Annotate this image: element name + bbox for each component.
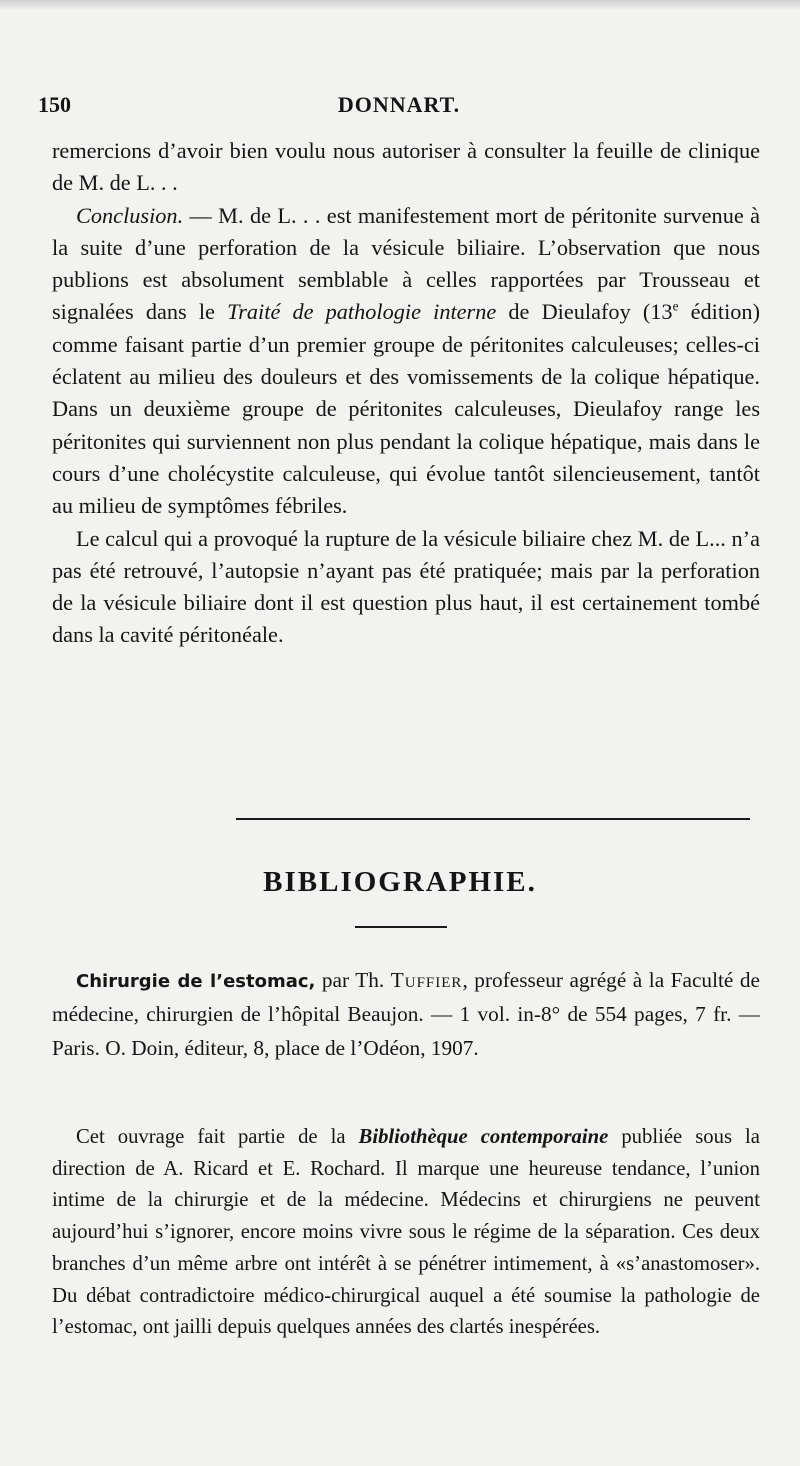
heading-underline [355,926,447,928]
bibliography-entry [52,964,760,1065]
page-number: 150 [38,92,71,117]
book-title-traite: Traité de pathologie interne [227,299,497,325]
page-header [38,92,760,122]
entry-details: , professeur agrégé à la Faculté de médecine, chirurgien de l’hôpital Beaujon. — 1 vol. in-8° de 554 pages, 7 fr. — Paris. O. Doin, éditeur, 8, place de l’Odéon, 1907. [52,968,760,1060]
edition-superscript: e [672,299,679,315]
review-text-b: publiée sous la direction de A. Ricard et E. Rochard. Il marque une heureuse tendance, l’union intime de la chirurgie et de la médecine. Médecins et chirurgiens ne peuvent aujourd’hui s’ignorer, encore moins vivre sous le régime de la séparation. Ces deux branches d’un même arbre ont intérêt à se pénétrer intimement, à «s’anastomoser». Du débat contradictoire médico-chirurgical auquel a été soumise la pathologie de l’estomac, ont jailli depuis quelques années des clartés inespérées. [52,1126,760,1339]
entry-book-title: Chirurgie de l’estomac, [76,971,316,992]
paragraph-calcul: Le calcul qui a provoqué la rupture de la vésicule biliaire chez M. de L... n’a pas été retrouvé, l’autopsie n’ayant pas été pratiquée; mais par la perforation de la vésicule biliaire dont il est question plus haut, il est certainement tombé dans la cavité péritonéale. [52,525,760,648]
entry-author: Tuffier [390,968,463,992]
conclusion-label: Conclusion. [76,202,184,228]
case-conclusion-text [52,135,760,652]
entry-citation [52,964,760,1065]
running-head: DONNART. [337,92,461,117]
conclusion-text-b: de Dieulafoy (13 [496,299,673,325]
review-paragraph [52,1122,760,1344]
scan-edge [0,0,800,10]
entry-par: par Th. [315,968,391,992]
review-text-a: Cet ouvrage fait partie de la [76,1126,359,1148]
bibliography-heading: BIBLIOGRAPHIE. [263,866,537,898]
series-title: Bibliothèque contemporaine [358,1126,609,1148]
section-divider [236,818,750,820]
paragraph-conclusion [52,200,760,523]
conclusion-text-a: — M. de L. . . est manifestement mort de péritonite survenue à la suite d’une perforation de la vésicule biliaire. L’observation que nous publions est absolument semblable à celles rapportées par Trousseau et signalées dans le [52,202,760,325]
bibliography-review [52,1122,760,1344]
conclusion-text-c: édition) comme faisant partie d’un premier groupe de péritonites calculeuses; celles-ci éclatent au milieu des douleurs et des vomissements de la colique hépatique. Dans un deuxième groupe de péritonites calculeuses, Dieulafoy range les péritonites qui surviennent non plus pendant la colique hépatique, mais dans le cours d’une cholécystite calculeuse, qui évolue tantôt silencieusement, tantôt au milieu de symptômes fébriles. [52,299,760,519]
paragraph-continuation: remercions d’avoir bien voulu nous autoriser à consulter la feuille de clinique de M. de L. . . [52,138,760,196]
